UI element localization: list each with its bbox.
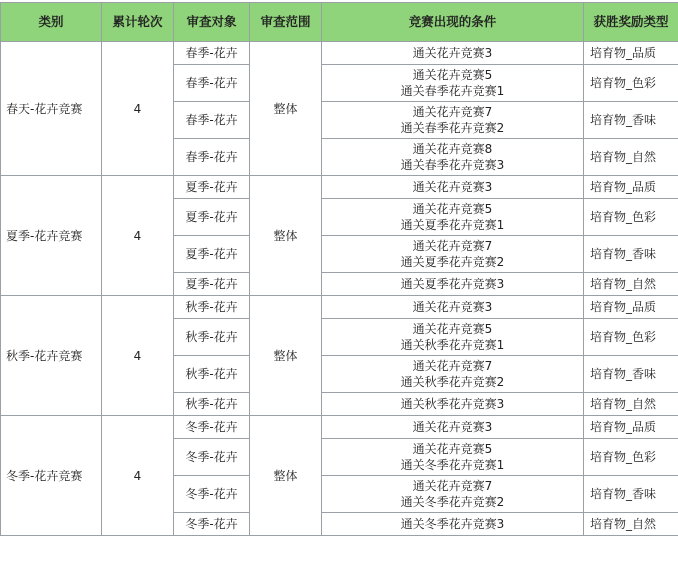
header-category: 类别 <box>1 3 102 42</box>
target-cell: 春季-花卉 <box>174 42 250 65</box>
scope-cell: 整体 <box>250 176 322 296</box>
condition-line: 通关夏季花卉竞赛2 <box>324 254 581 270</box>
reward-cell: 培育物_色彩 <box>584 65 678 102</box>
condition-line: 通关花卉竞赛8 <box>324 141 581 157</box>
reward-cell: 培育物_色彩 <box>584 199 678 236</box>
reward-cell: 培育物_色彩 <box>584 439 678 476</box>
target-cell: 春季-花卉 <box>174 65 250 102</box>
condition-line: 通关花卉竞赛3 <box>324 419 581 435</box>
reward-cell: 培育物_品质 <box>584 296 678 319</box>
condition-line: 通关花卉竞赛7 <box>324 358 581 374</box>
rounds-cell: 4 <box>102 416 174 536</box>
scope-cell: 整体 <box>250 296 322 416</box>
scope-cell: 整体 <box>250 42 322 176</box>
condition-line: 通关花卉竞赛7 <box>324 478 581 494</box>
header-rounds: 累计轮次 <box>102 3 174 42</box>
condition-line: 通关花卉竞赛5 <box>324 441 581 457</box>
condition-line: 通关花卉竞赛5 <box>324 67 581 83</box>
condition-cell <box>322 356 584 393</box>
condition-cell <box>322 199 584 236</box>
reward-cell: 培育物_自然 <box>584 273 678 296</box>
category-cell: 秋季-花卉竞赛 <box>1 296 102 416</box>
table-row <box>1 416 678 439</box>
condition-line: 通关春季花卉竞赛2 <box>324 120 581 136</box>
header-condition: 竞赛出现的条件 <box>322 3 584 42</box>
condition-line: 通关花卉竞赛3 <box>324 299 581 315</box>
condition-cell <box>322 102 584 139</box>
condition-cell <box>322 393 584 416</box>
target-cell: 秋季-花卉 <box>174 356 250 393</box>
condition-line: 通关花卉竞赛3 <box>324 179 581 195</box>
table-row <box>1 296 678 319</box>
reward-cell: 培育物_品质 <box>584 42 678 65</box>
condition-line: 通关花卉竞赛5 <box>324 201 581 217</box>
reward-cell: 培育物_自然 <box>584 139 678 176</box>
reward-cell: 培育物_香味 <box>584 102 678 139</box>
condition-cell <box>322 236 584 273</box>
condition-line: 通关冬季花卉竞赛1 <box>324 457 581 473</box>
condition-cell <box>322 139 584 176</box>
condition-line: 通关花卉竞赛3 <box>324 45 581 61</box>
contest-table <box>0 2 678 536</box>
condition-line: 通关春季花卉竞赛3 <box>324 157 581 173</box>
target-cell: 秋季-花卉 <box>174 393 250 416</box>
table-row <box>1 42 678 65</box>
header-scope: 审查范围 <box>250 3 322 42</box>
condition-cell <box>322 273 584 296</box>
condition-cell <box>322 476 584 513</box>
condition-line: 通关花卉竞赛5 <box>324 321 581 337</box>
rounds-cell: 4 <box>102 296 174 416</box>
target-cell: 冬季-花卉 <box>174 416 250 439</box>
condition-line: 通关春季花卉竞赛1 <box>324 83 581 99</box>
target-cell: 夏季-花卉 <box>174 236 250 273</box>
reward-cell: 培育物_香味 <box>584 356 678 393</box>
reward-cell: 培育物_品质 <box>584 416 678 439</box>
condition-line: 通关夏季花卉竞赛3 <box>324 276 581 292</box>
condition-cell <box>322 439 584 476</box>
condition-line: 通关冬季花卉竞赛3 <box>324 516 581 532</box>
header-target: 审查对象 <box>174 3 250 42</box>
condition-line: 通关秋季花卉竞赛2 <box>324 374 581 390</box>
condition-line: 通关花卉竞赛7 <box>324 238 581 254</box>
category-cell: 冬季-花卉竞赛 <box>1 416 102 536</box>
condition-cell <box>322 319 584 356</box>
target-cell: 春季-花卉 <box>174 102 250 139</box>
scope-cell: 整体 <box>250 416 322 536</box>
condition-line: 通关秋季花卉竞赛3 <box>324 396 581 412</box>
target-cell: 夏季-花卉 <box>174 176 250 199</box>
condition-line: 通关花卉竞赛7 <box>324 104 581 120</box>
condition-cell <box>322 65 584 102</box>
condition-cell <box>322 42 584 65</box>
target-cell: 秋季-花卉 <box>174 296 250 319</box>
table-row <box>1 176 678 199</box>
header-reward: 获胜奖励类型 <box>584 3 678 42</box>
condition-line: 通关冬季花卉竞赛2 <box>324 494 581 510</box>
rounds-cell: 4 <box>102 42 174 176</box>
reward-cell: 培育物_香味 <box>584 236 678 273</box>
reward-cell: 培育物_香味 <box>584 476 678 513</box>
condition-cell <box>322 176 584 199</box>
header-row <box>1 3 678 42</box>
target-cell: 冬季-花卉 <box>174 513 250 536</box>
table-body <box>1 42 678 536</box>
category-cell: 春天-花卉竞赛 <box>1 42 102 176</box>
target-cell: 冬季-花卉 <box>174 439 250 476</box>
target-cell: 夏季-花卉 <box>174 273 250 296</box>
target-cell: 冬季-花卉 <box>174 476 250 513</box>
condition-cell <box>322 296 584 319</box>
reward-cell: 培育物_品质 <box>584 176 678 199</box>
target-cell: 春季-花卉 <box>174 139 250 176</box>
category-cell: 夏季-花卉竞赛 <box>1 176 102 296</box>
reward-cell: 培育物_自然 <box>584 513 678 536</box>
rounds-cell: 4 <box>102 176 174 296</box>
reward-cell: 培育物_色彩 <box>584 319 678 356</box>
target-cell: 秋季-花卉 <box>174 319 250 356</box>
condition-cell <box>322 513 584 536</box>
condition-cell <box>322 416 584 439</box>
condition-line: 通关秋季花卉竞赛1 <box>324 337 581 353</box>
condition-line: 通关夏季花卉竞赛1 <box>324 217 581 233</box>
reward-cell: 培育物_自然 <box>584 393 678 416</box>
target-cell: 夏季-花卉 <box>174 199 250 236</box>
